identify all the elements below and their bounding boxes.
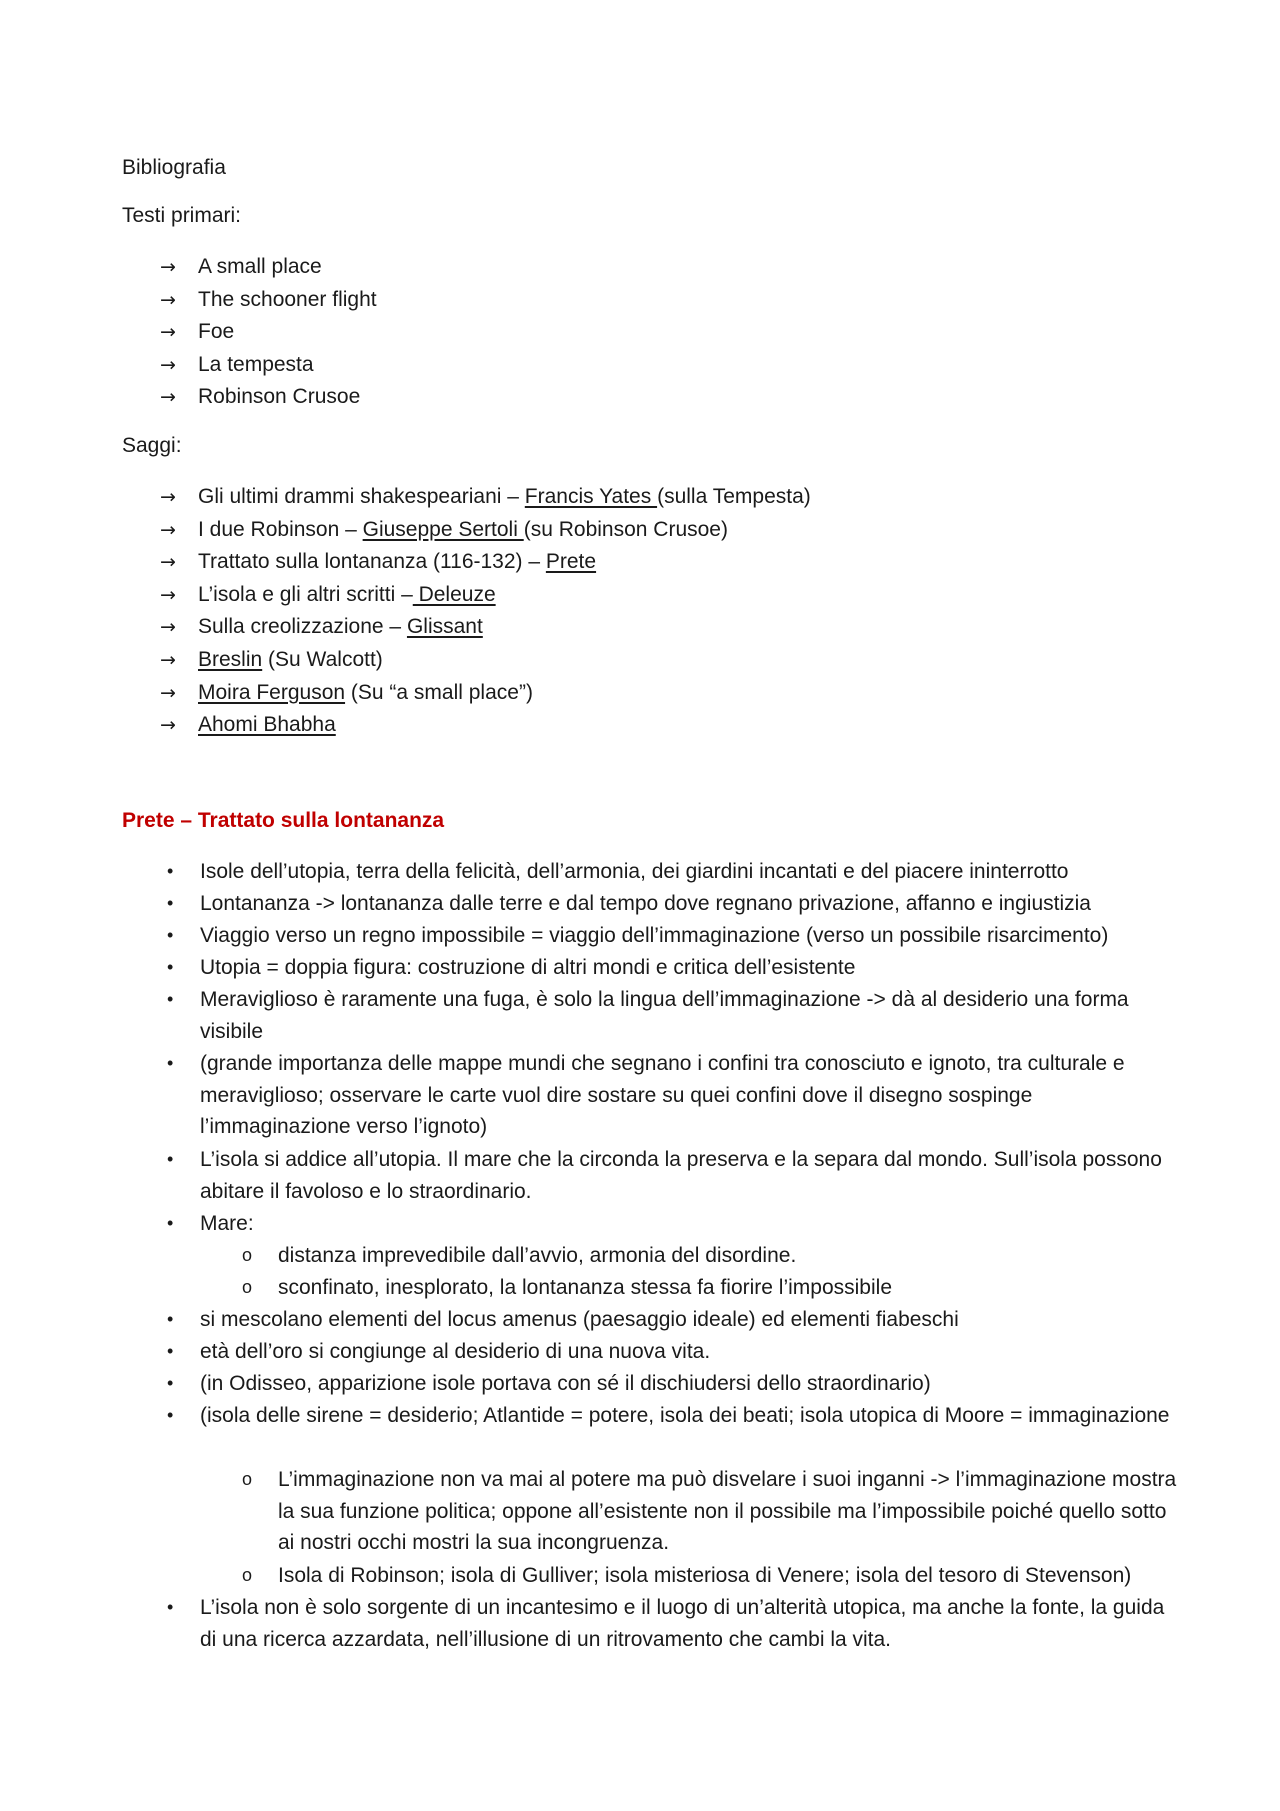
list-item: • L’isola non è solo sorgente di un incantesimo e il luogo di un’alterità utopica, ma anche la fonte, la guida di una ricerca azzardata, nell’illusione di un ritrovamento che cambi la vita. xyxy=(167,1596,1165,1651)
author-link: Francis Yates xyxy=(524,485,658,508)
section-title: Prete – Trattato sulla lontananza xyxy=(122,809,445,832)
bibliography-heading: Bibliografia xyxy=(122,156,226,179)
list-item: → I due Robinson – Giuseppe Sertoli (su Robinson Crusoe) xyxy=(160,514,811,547)
arrow-icon: → xyxy=(160,583,176,606)
list-item: • Viaggio verso un regno impossibile = viaggio dell’immaginazione (verso un possibile risarcimento) xyxy=(167,924,1109,947)
arrow-icon: → xyxy=(160,518,176,541)
list-item: → Gli ultimi drammi shakespeariani – Francis Yates (sulla Tempesta) xyxy=(160,481,811,514)
list-item: → Robinson Crusoe xyxy=(160,381,377,414)
arrow-icon: → xyxy=(160,486,176,508)
sub-list-item: o distanza imprevedibile dall’avvio, armonia del disordine. xyxy=(242,1244,797,1267)
arrow-icon: → xyxy=(160,616,176,639)
list-item: → A small place xyxy=(160,251,377,284)
author-link: Deleuze xyxy=(412,582,496,606)
list-item: → Foe xyxy=(160,316,377,349)
essays-list xyxy=(160,481,811,742)
arrow-icon: → xyxy=(160,648,176,671)
list-item: • (isola delle sirene = desiderio; Atlantide = potere, isola dei beati; isola utopica di Moore = immaginazione xyxy=(167,1404,1170,1427)
essays-label: Saggi: xyxy=(122,434,182,457)
author-link: Breslin xyxy=(198,647,263,671)
arrow-icon: → xyxy=(160,321,176,344)
list-item: → Moira Ferguson (Su “a small place”) xyxy=(160,677,811,710)
list-item: • (in Odisseo, apparizione isole portava con sé il dischiudersi dello straordinario) xyxy=(167,1372,931,1395)
list-item: • Meraviglioso è raramente una fuga, è solo la lingua dell’immaginazione -> dà al desiderio una forma visibile xyxy=(167,988,1129,1043)
arrow-icon: → xyxy=(160,353,176,376)
list-item: • Utopia = doppia figura: costruzione di altri mondi e critica dell’esistente xyxy=(167,956,856,979)
arrow-icon: → xyxy=(160,288,176,311)
list-item: • Isole dell’utopia, terra della felicità, dell’armonia, dei giardini incantati e del piacere ininterrotto xyxy=(167,860,1069,883)
author-link: Giuseppe Sertoli xyxy=(362,517,524,541)
list-item: → Sulla creolizzazione – Glissant xyxy=(160,611,811,644)
sub-list-item: o Isola di Robinson; isola di Gulliver; isola misteriosa di Venere; isola del tesoro di Stevenson) xyxy=(242,1564,1132,1587)
list-item: → The schooner flight xyxy=(160,284,377,317)
author-link: Prete xyxy=(545,550,597,574)
list-item: → La tempesta xyxy=(160,349,377,382)
list-item: → Breslin (Su Walcott) xyxy=(160,644,811,677)
list-item: → Trattato sulla lontananza (116-132) – Prete xyxy=(160,546,811,579)
arrow-icon: → xyxy=(160,681,176,704)
arrow-icon: → xyxy=(160,714,176,737)
primary-texts-label: Testi primari: xyxy=(122,204,242,227)
author-link: Ahomi Bhabha xyxy=(198,713,336,737)
list-item xyxy=(160,709,811,742)
arrow-icon: → xyxy=(160,551,176,574)
arrow-icon: → xyxy=(160,386,176,409)
author-link: Moira Ferguson xyxy=(198,680,346,704)
list-item: • Mare: xyxy=(167,1212,254,1235)
sub-list-item: o L’immaginazione non va mai al potere ma può disvelare i suoi inganni -> l’immaginazione mostra la sua funzione politica; oppone all’esistente non il possibile ma l’impossibile poiché quello sotto ai nostri occhi mostri la sua incongruenza. xyxy=(242,1468,1177,1554)
author-link: Glissant xyxy=(406,615,483,639)
list-item: → L’isola e gli altri scritti – Deleuze xyxy=(160,579,811,612)
list-item: • (grande importanza delle mappe mundi che segnano i confini tra conosciuto e ignoto, tra culturale e meraviglioso; osservare le carte vuol dire sostare su quei confini dove il disegno sospinge l’immaginazione verso l’ignoto) xyxy=(167,1052,1125,1138)
list-item: • L’isola si addice all’utopia. Il mare che la circonda la preserva e la separa dal mondo. Sull’isola possono abitare il favoloso e lo straordinario. xyxy=(167,1148,1162,1203)
sub-list-item: o sconfinato, inesplorato, la lontananza stessa fa fiorire l’impossibile xyxy=(242,1276,892,1299)
list-item: • si mescolano elementi del locus amenus (paesaggio ideale) ed elementi fiabeschi xyxy=(167,1308,959,1331)
list-item: • età dell’oro si congiunge al desiderio di una nuova vita. xyxy=(167,1340,711,1363)
arrow-icon: → xyxy=(160,256,176,278)
list-item: • Lontananza -> lontananza dalle terre e dal tempo dove regnano privazione, affanno e ingiustizia xyxy=(167,892,1091,915)
primary-texts-list xyxy=(160,251,377,414)
